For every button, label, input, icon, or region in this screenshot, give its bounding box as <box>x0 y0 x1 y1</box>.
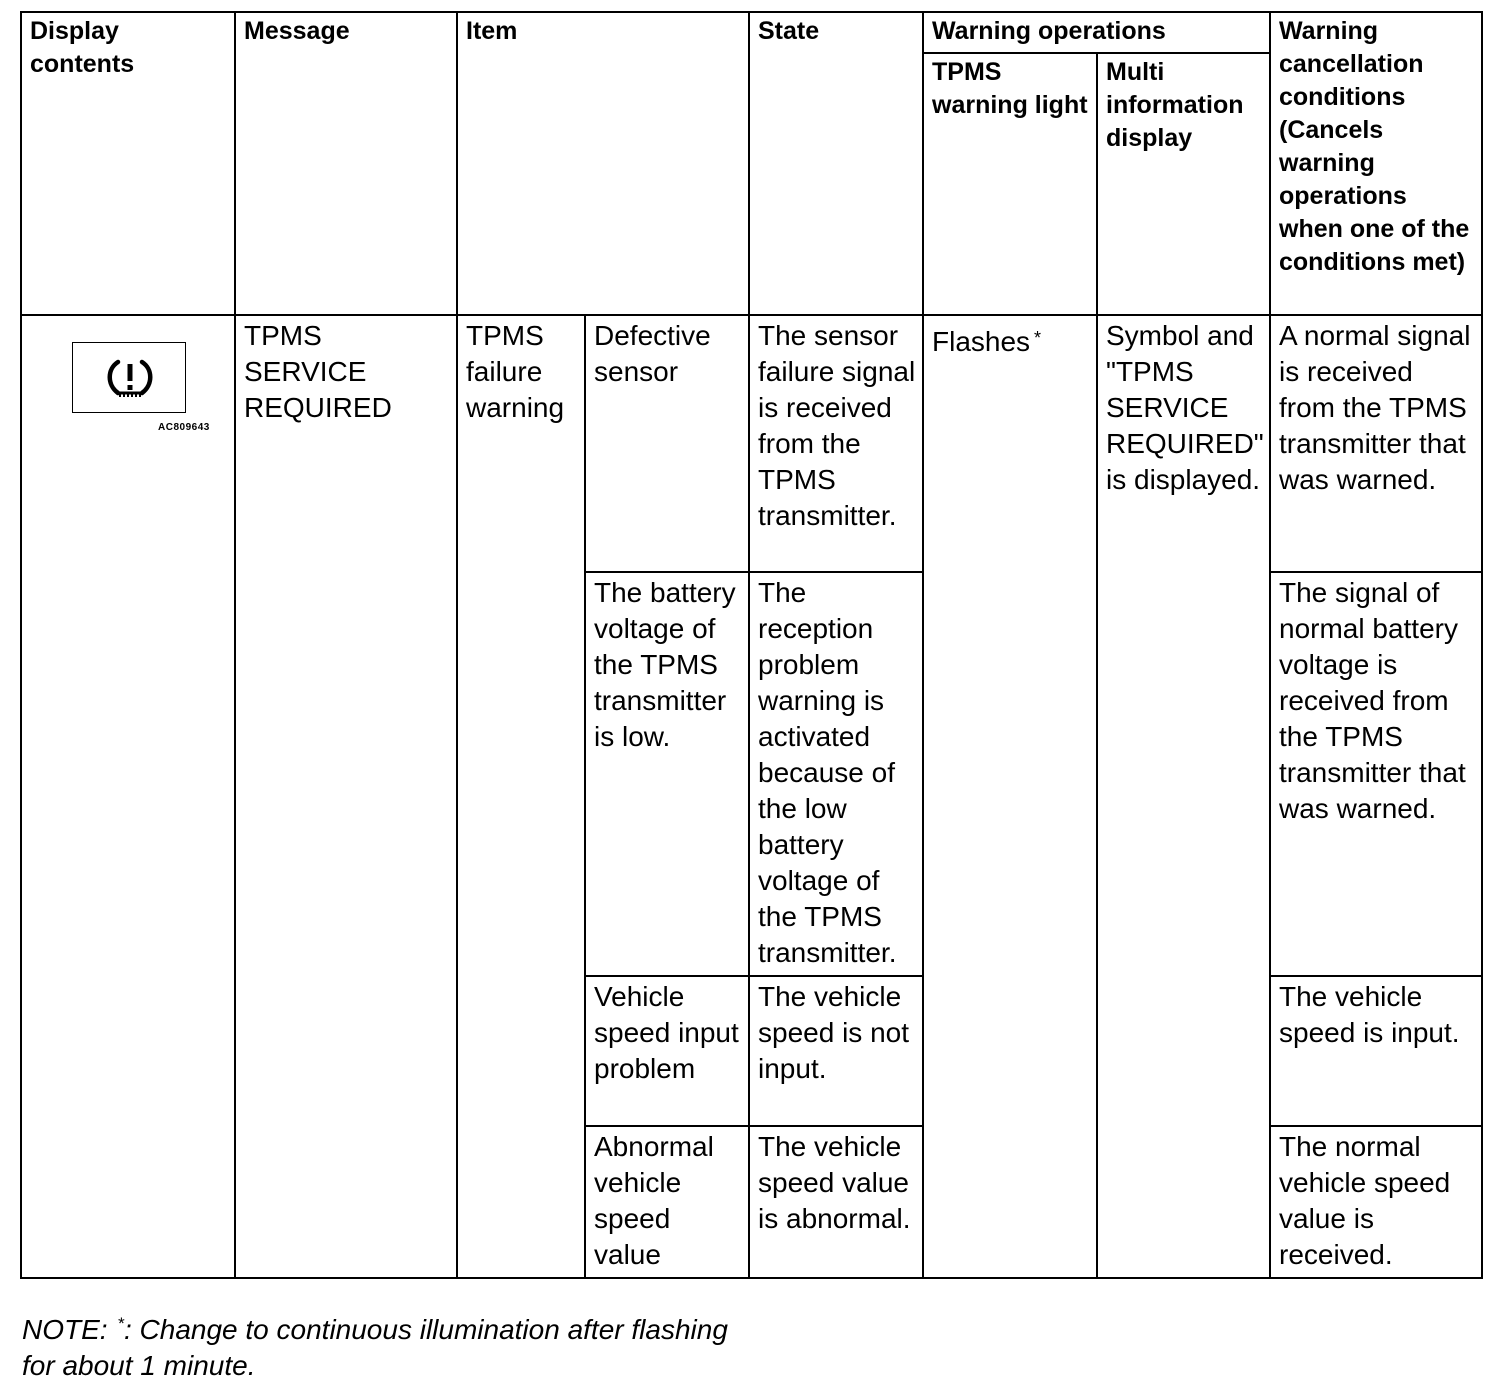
icon-code-label: AC809643 <box>158 422 210 433</box>
cancellation-cell: The signal of normal battery voltage is received from the TPMS transmitter that was warned. <box>1270 572 1482 976</box>
cancellation-cell: A normal signal is received from the TPMS transmitter that was warned. <box>1270 315 1482 572</box>
item-cell: Defective sensor <box>585 315 749 572</box>
header-multi-information-display: Multi information display <box>1097 53 1270 315</box>
tpms-warning-light-cell <box>923 315 1097 1278</box>
header-display-contents: Display contents <box>21 12 235 315</box>
footnote-mark: * <box>1034 328 1042 348</box>
item-cell: The battery voltage of the TPMS transmitter is low. <box>585 572 749 976</box>
state-cell: The reception problem warning is activated because of the low battery voltage of the TPMS transmitter. <box>749 572 923 976</box>
state-cell: The vehicle speed value is abnormal. <box>749 1126 923 1278</box>
note-mark: * <box>117 1314 124 1333</box>
header-state: State <box>749 12 923 315</box>
header-tpms-warning-light: TPMS warning light <box>923 53 1097 315</box>
table-row <box>21 315 1482 572</box>
message-cell: TPMS SERVICE REQUIRED <box>235 315 457 1278</box>
header-warning-operations: Warning operations <box>923 12 1270 53</box>
header-item: Item <box>457 12 749 315</box>
item-cell: Abnormal vehicle speed value <box>585 1126 749 1278</box>
item-cell: Vehicle speed input problem <box>585 976 749 1126</box>
note-prefix: NOTE: <box>22 1314 108 1345</box>
tpms-warning-icon <box>72 342 186 413</box>
item-group-cell: TPMS failure warning <box>457 315 585 1278</box>
state-cell: The vehicle speed is not input. <box>749 976 923 1126</box>
header-warning-cancellation: Warning cancellation conditions (Cancels warning operations when one of the conditions met) <box>1270 12 1482 315</box>
header-message: Message <box>235 12 457 315</box>
state-cell: The sensor failure signal is received from the TPMS transmitter. <box>749 315 923 572</box>
note-text: : Change to continuous illumination after flashing for about 1 minute. <box>22 1314 728 1381</box>
tpms-warning-light-value: Flashes <box>932 326 1031 357</box>
display-contents-cell <box>21 315 235 1278</box>
tpms-warning-table <box>20 11 1483 1279</box>
cancellation-cell: The normal vehicle speed value is received. <box>1270 1126 1482 1278</box>
footnote <box>22 1312 742 1384</box>
cancellation-cell: The vehicle speed is input. <box>1270 976 1482 1126</box>
multi-information-display-cell: Symbol and "TPMS SERVICE REQUIRED" is displayed. <box>1097 315 1270 1278</box>
